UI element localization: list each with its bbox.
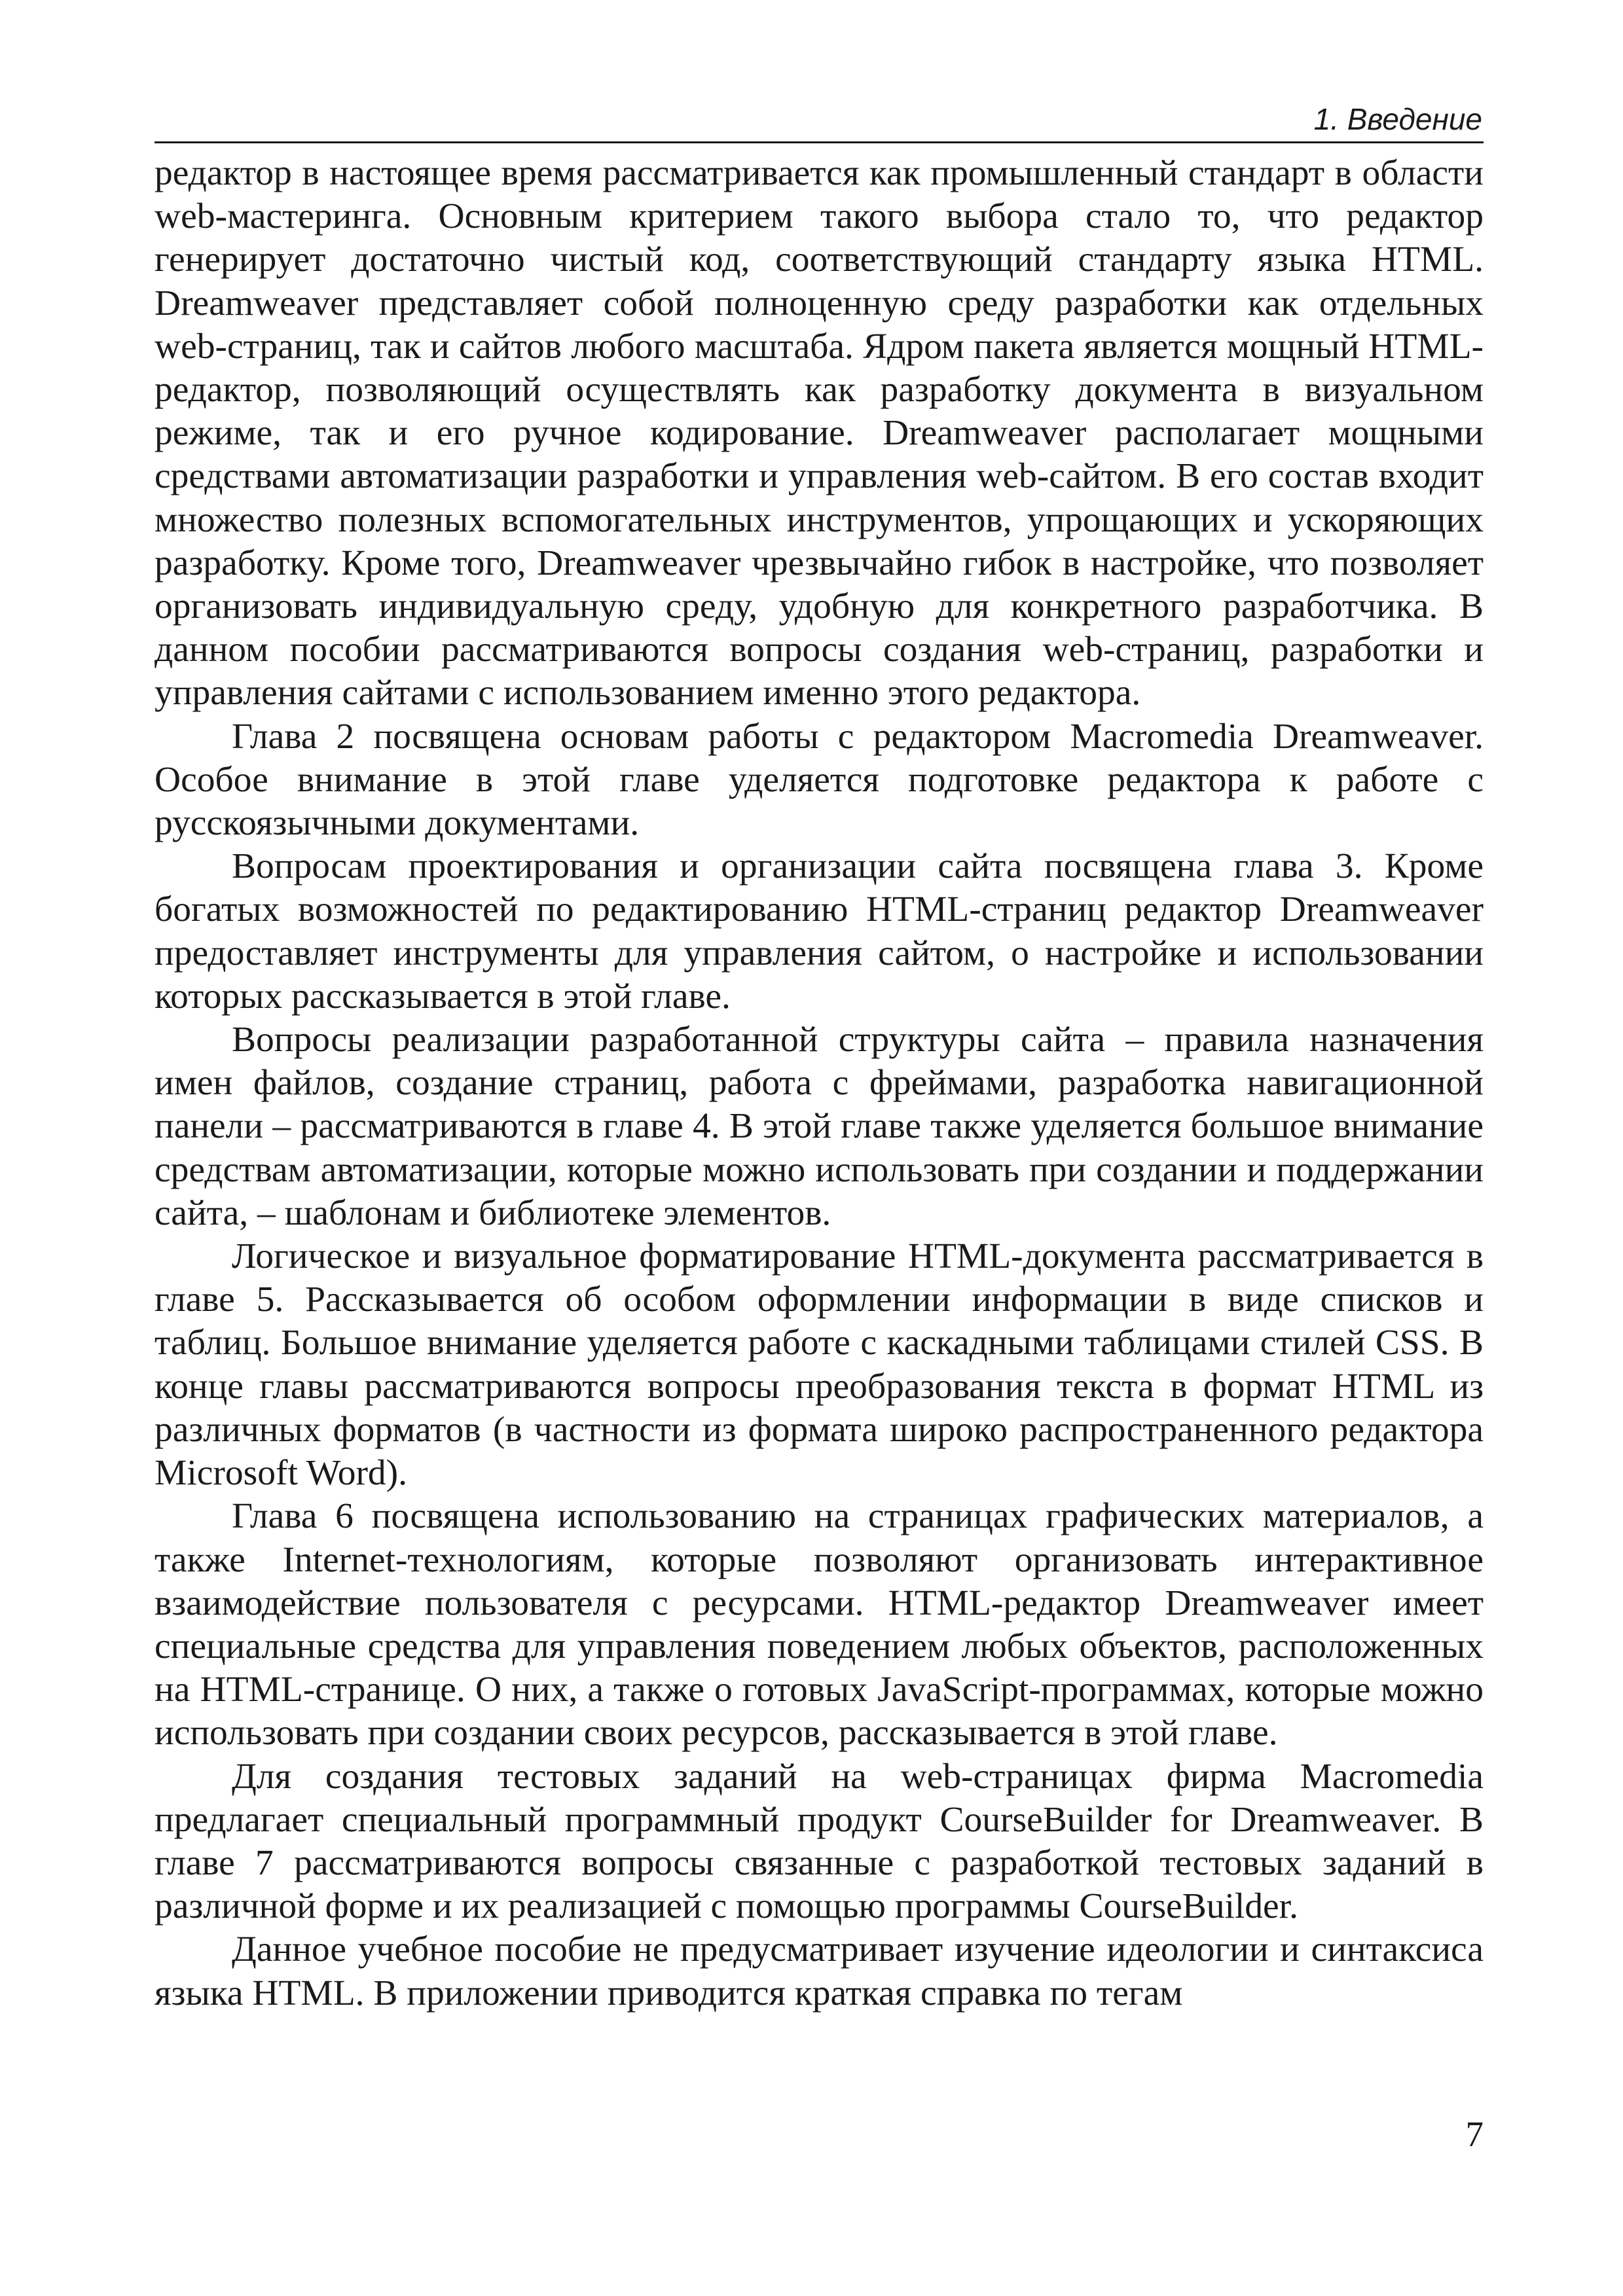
running-header: [155, 98, 1484, 143]
paragraph: Для создания тестовых заданий на web-страницах фирма Macromedia предлагает специальный программный продукт CourseBuilder for Dreamweaver. В главе 7 рассматриваются вопросы связанные с разработкой тестовых заданий в различной форме и их реализацией с помощью программы CourseBuilder.: [155, 1756, 1484, 1927]
paragraph-continued: редактор в настоящее время рассматривается как промышленный стандарт в области web-мастеринга. Основным критерием такого выбора стало то, что редактор генерирует достаточно чистый код, соответствующий стандарту языка HTML. Dreamweaver представляет собой полноценную среду разработки как отдельных web-страниц, так и сайтов любого масштаба. Ядром пакета является мощный HTML-редактор, позволяющий осуществлять как разработку документа в визуальном режиме, так и его ручное кодирование. Dreamweaver располагает мощными средствами автоматизации разработки и управления web-сайтом. В его состав входит множество полезных вспомогательных инструментов, упрощающих и ускоряющих разработку. Кроме того, Dreamweaver чрезвычайно гибок в настройке, что позволяет организовать индивидуальную среду, удобную для конкретного разработчика. В данном пособии рассматриваются вопросы создания web-страниц, разработки и управления сайтами с использованием именно этого редактора.: [155, 153, 1484, 713]
paragraph: Вопросам проектирования и организации сайта посвящена глава 3. Кроме богатых возможностей по редактированию HTML-страниц редактор Dreamweaver предоставляет инструменты для управления сайтом, о настройке и использовании которых рассказывается в этой главе.: [155, 846, 1484, 1016]
paragraph: Глава 2 посвящена основам работы с редактором Macromedia Dreamweaver. Особое внимание в этой главе уделяется подготовке редактора к работе с русскоязычными документами.: [155, 716, 1484, 844]
main-text: [155, 152, 1484, 2015]
chapter-title: 1. Введение: [1313, 102, 1482, 136]
paragraph: Данное учебное пособие не предусматривает изучение идеологии и синтаксиса языка HTML. В приложении приводится краткая справка по тегам: [155, 1929, 1484, 2013]
paragraph: Логическое и визуальное форматирование HTML-документа рассматривается в главе 5. Рассказывается об особом оформлении информации в виде списков и таблиц. Большое внимание уделяется работе с каскадными таблицами стилей CSS. В конце главы рассматриваются вопросы преобразования текста в формат HTML из различных форматов (в частности из формата широко распространенного редактора Microsoft Word).: [155, 1236, 1484, 1494]
page-number: 7: [1465, 2114, 1484, 2154]
paragraph: Глава 6 посвящена использованию на страницах графических материалов, а также Internet-технологиям, которые позволяют организовать интерактивное взаимодействие пользователя с ресурсами. HTML-редактор Dreamweaver имеет специальные средства для управления поведением любых объектов, расположенных на HTML-странице. О них, а также о готовых JavaScript-программах, которые можно использовать при создании своих ресурсов, рассказывается в этой главе.: [155, 1496, 1484, 1753]
paragraph: Вопросы реализации разработанной структуры сайта – правила назначения имен файлов, создание страниц, работа с фреймами, разработка навигационной панели – рассматриваются в главе 4. В этой главе также уделяется большое внимание средствам автоматизации, которые можно использовать при создании и поддержании сайта, – шаблонам и библиотеке элементов.: [155, 1020, 1484, 1233]
